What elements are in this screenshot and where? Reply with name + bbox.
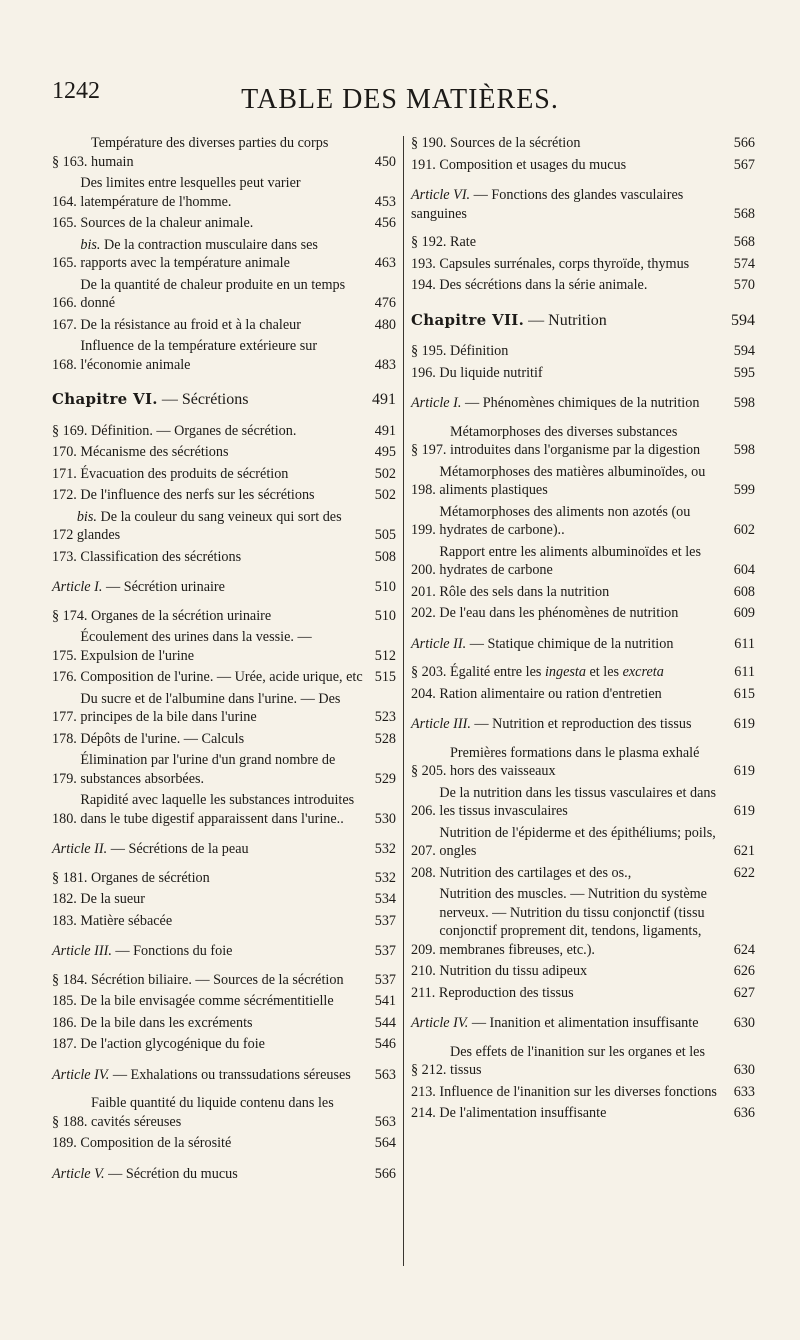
- left-column: [52, 134, 396, 1186]
- toc-entry-201: 201. Rôle des sels dans la nutrition 608: [411, 583, 755, 600]
- page-title: TABLE DES MATIÈRES.: [241, 84, 559, 115]
- article-heading-2: Article II. — Sécrétions de la peau 532: [52, 841, 396, 857]
- toc-entry-164: 164. Des limites entre lesquelles peut varier latempérature de l'homme. 453: [52, 175, 396, 210]
- right-column: [411, 134, 755, 1126]
- toc-entry-205: § 205. Premières formations dans le plasma exhalé hors des vaisseaux 619: [411, 744, 755, 779]
- toc-entry-208: 208. Nutrition des cartilages et des os., 622: [411, 864, 755, 881]
- toc-entry-172-bis: 172 bis. De la couleur du sang veineux qui sort des glandes 505: [52, 508, 396, 543]
- toc-entry-199: 199. Métamorphoses des aliments non azotés (ou hydrates de carbone).. 602: [411, 503, 755, 538]
- toc-entry-213: 213. Influence de l'inanition sur les diverses fonctions 633: [411, 1083, 755, 1100]
- toc-entry-184: § 184. Sécrétion biliaire. — Sources de la sécrétion 537: [52, 971, 396, 988]
- article-heading-6: Article VI. — Fonctions des glandes vasculaires sanguines 568: [411, 187, 755, 222]
- toc-entry-187: 187. De l'action glycogénique du foie 546: [52, 1036, 396, 1052]
- toc-entry-179: 179. Élimination par l'urine d'un grand nombre de substances absorbées. 529: [52, 752, 396, 787]
- chapter-heading-6: Chapitre VI. — Sécrétions 491: [52, 390, 396, 408]
- page-header: [0, 78, 800, 118]
- toc-entry-210: 210. Nutrition du tissu adipeux 626: [411, 963, 755, 979]
- toc-entry-183: 183. Matière sébacée 537: [52, 912, 396, 929]
- toc-entry-191: 191. Composition et usages du mucus 567: [411, 156, 755, 173]
- article-heading-r3: Article III. — Nutrition et reproduction des tissus 619: [411, 716, 755, 732]
- toc-entry-195: § 195. Définition 594: [411, 343, 755, 359]
- toc-entry-185: 185. De la bile envisagée comme sécrémentitielle 541: [52, 993, 396, 1009]
- toc-entry-212: § 212. Des effets de l'inanition sur les organes et les tissus 630: [411, 1043, 755, 1078]
- toc-entry-165-bis: 165. bis. De la contraction musculaire dans ses rapports avec la température animale 463: [52, 236, 396, 271]
- toc-entry-174: § 174. Organes de la sécrétion urinaire 510: [52, 607, 396, 624]
- toc-entry-177: 177. Du sucre et de l'albumine dans l'urine. — Des principes de la bile dans l'urine 523: [52, 690, 396, 725]
- toc-entry-211: 211. Reproduction des tissus 627: [411, 984, 755, 1001]
- toc-entry-200: 200. Rapport entre les aliments albuminoïdes et les hydrates de carbone 604: [411, 543, 755, 578]
- toc-entry-172: 172. De l'influence des nerfs sur les sécrétions 502: [52, 487, 396, 503]
- toc-entry-207: 207. Nutrition de l'épiderme et des épithéliums; poils, ongles 621: [411, 824, 755, 859]
- chapter-heading-7: Chapitre VII. — Nutrition 594: [411, 310, 755, 329]
- toc-entry-170: 170. Mécanisme des sécrétions 495: [52, 444, 396, 460]
- article-heading-4: Article IV. — Exhalations ou transsudations séreuses 563: [52, 1066, 396, 1083]
- toc-entry-165: 165. Sources de la chaleur animale. 456: [52, 215, 396, 231]
- toc-entry-163: § 163. Température des diverses parties du corps humain 450: [52, 135, 396, 170]
- toc-entry-169: § 169. Définition. — Organes de sécrétion. 491: [52, 422, 396, 439]
- toc-entry-190: § 190. Sources de la sécrétion 566: [411, 135, 755, 151]
- toc-entry-182: 182. De la sueur 534: [52, 891, 396, 907]
- toc-entry-192: § 192. Rate 568: [411, 234, 755, 250]
- column-divider: [403, 136, 404, 1266]
- toc-entry-214: 214. De l'alimentation insuffisante 636: [411, 1105, 755, 1121]
- toc-entry-193: 193. Capsules surrénales, corps thyroïde, thymus 574: [411, 255, 755, 272]
- toc-entry-197: § 197. Métamorphoses des diverses substances introduites dans l'organisme par la digestion 598: [411, 423, 755, 458]
- article-heading-r2: Article II. — Statique chimique de la nutrition 611: [411, 635, 755, 652]
- toc-entry-166: 166. De la quantité de chaleur produite en un temps donné 476: [52, 276, 396, 311]
- toc-entry-189: 189. Composition de la sérosité 564: [52, 1135, 396, 1151]
- toc-entry-186: 186. De la bile dans les excréments 544: [52, 1014, 396, 1031]
- toc-entry-168: 168. Influence de la température extérieure sur l'économie animale 483: [52, 338, 396, 373]
- article-heading-1: Article I. — Sécrétion urinaire 510: [52, 579, 396, 595]
- article-heading-r4: Article IV. — Inanition et alimentation insuffisante 630: [411, 1015, 755, 1031]
- toc-entry-178: 178. Dépôts de l'urine. — Calculs 528: [52, 730, 396, 747]
- toc-entry-175: 175. Écoulement des urines dans la vessie. — Expulsion de l'urine 512: [52, 629, 396, 664]
- article-heading-r1: Article I. — Phénomènes chimiques de la nutrition 598: [411, 395, 755, 411]
- toc-entry-203: § 203. Égalité entre les ingesta et les excreta 611: [411, 664, 755, 680]
- toc-entry-167: 167. De la résistance au froid et à la chaleur 480: [52, 316, 396, 333]
- toc-entry-194: 194. Des sécrétions dans la série animale. 570: [411, 277, 755, 293]
- toc-entry-196: 196. Du liquide nutritif 595: [411, 364, 755, 381]
- page-number: 1242: [52, 78, 100, 104]
- toc-entry-204: 204. Ration alimentaire ou ration d'entretien 615: [411, 685, 755, 702]
- toc-entry-181: § 181. Organes de sécrétion 532: [52, 869, 396, 886]
- article-heading-5: Article V. — Sécrétion du mucus 566: [52, 1165, 396, 1182]
- toc-entry-202: 202. De l'eau dans les phénomènes de nutrition 609: [411, 605, 755, 621]
- toc-entry-198: 198. Métamorphoses des matières albuminoïdes, ou aliments plastiques 599: [411, 463, 755, 498]
- toc-entry-180: 180. Rapidité avec laquelle les substances introduites dans le tube digestif apparaissent dans l'urine.. 530: [52, 792, 396, 827]
- toc-entry-173: 173. Classification des sécrétions 508: [52, 548, 396, 565]
- toc-entry-206: 206. De la nutrition dans les tissus vasculaires et dans les tissus invasculaires 619: [411, 784, 755, 819]
- article-heading-3: Article III. — Fonctions du foie 537: [52, 943, 396, 959]
- toc-entry-188: § 188. Faible quantité du liquide contenu dans les cavités séreuses 563: [52, 1095, 396, 1130]
- toc-entry-171: 171. Évacuation des produits de sécrétion 502: [52, 465, 396, 482]
- toc-entry-176: 176. Composition de l'urine. — Urée, acide urique, etc 515: [52, 669, 396, 685]
- toc-entry-209: 209. Nutrition des muscles. — Nutrition du système nerveux. — Nutrition du tissu conjonctif (tissu conjonctif proprement dit, tendons, ligaments, membranes fibreuses, etc.). 624: [411, 886, 755, 958]
